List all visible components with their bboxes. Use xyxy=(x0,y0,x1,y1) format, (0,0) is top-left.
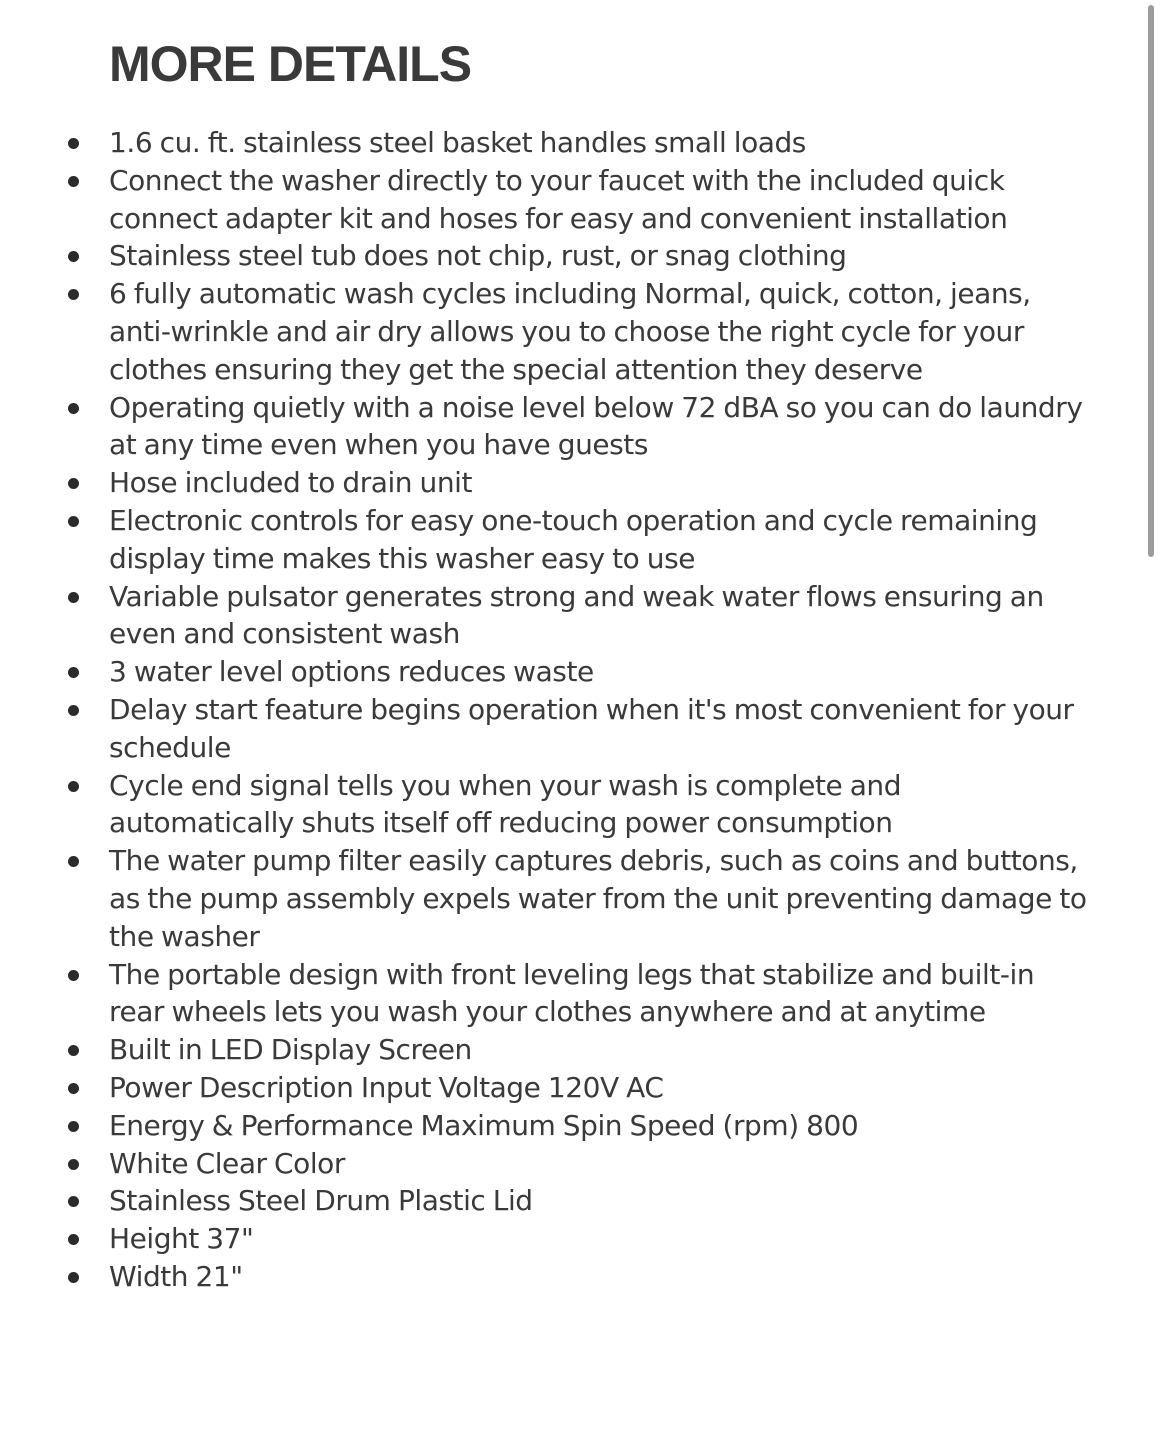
list-item-text: Stainless steel tub does not chip, rust, or snag clothing xyxy=(109,239,847,273)
list-item-text: Electronic controls for easy one-touch operation and cycle remaining display time makes this washer easy to use xyxy=(109,503,1038,575)
list-item xyxy=(109,389,1089,465)
list-item xyxy=(109,1220,1089,1258)
list-item xyxy=(109,842,1089,955)
bullet-icon xyxy=(68,251,79,262)
list-item xyxy=(109,1069,1089,1107)
list-item-text: The water pump filter easily captures debris, such as coins and buttons, as the pump assembly expels water from the unit preventing damage to the washer xyxy=(109,844,1087,953)
bullet-icon xyxy=(68,667,79,678)
list-item xyxy=(109,1031,1089,1069)
bullet-icon xyxy=(68,1196,79,1207)
bullet-icon xyxy=(68,1121,79,1132)
bullet-icon xyxy=(68,1045,79,1056)
list-item xyxy=(109,653,1089,691)
bullet-icon xyxy=(68,1159,79,1170)
list-item-text: Height 37" xyxy=(109,1222,254,1256)
list-item-text: Operating quietly with a noise level below 72 dBA so you can do laundry at any time even when you have guests xyxy=(109,390,1083,462)
list-item xyxy=(109,578,1089,654)
list-item-text: Stainless Steel Drum Plastic Lid xyxy=(109,1184,533,1218)
list-item xyxy=(109,956,1089,1032)
bullet-icon xyxy=(68,1272,79,1283)
list-item-text: The portable design with front leveling legs that stabilize and built-in rear wheels lets you wash your clothes anywhere and at anytime xyxy=(109,957,1035,1029)
bullet-icon xyxy=(68,856,79,867)
section-title: MORE DETAILS xyxy=(109,36,472,92)
list-item xyxy=(109,1182,1089,1220)
list-item xyxy=(109,464,1089,502)
list-item xyxy=(109,1145,1089,1183)
list-item xyxy=(109,275,1089,388)
list-item xyxy=(109,1107,1089,1145)
scrollbar[interactable] xyxy=(1148,5,1154,557)
list-item xyxy=(109,124,1089,162)
list-item-text: Power Description Input Voltage 120V AC xyxy=(109,1070,664,1104)
list-item-text: Width 21" xyxy=(109,1259,243,1293)
bullet-icon xyxy=(68,403,79,414)
bullet-icon xyxy=(68,138,79,149)
list-item xyxy=(109,502,1089,578)
bullet-icon xyxy=(68,781,79,792)
details-list xyxy=(109,124,1089,1296)
list-item-text: 1.6 cu. ft. stainless steel basket handles small loads xyxy=(109,126,806,159)
list-item-text: 3 water level options reduces waste xyxy=(109,655,594,689)
bullet-icon xyxy=(68,592,79,603)
list-item-text: Hose included to drain unit xyxy=(109,466,472,500)
list-item-text: Cycle end signal tells you when your wash is complete and automatically shuts itself off reducing power consumption xyxy=(109,768,902,840)
list-item-text: Delay start feature begins operation when it's most convenient for your schedule xyxy=(109,692,1074,764)
bullet-icon xyxy=(68,516,79,527)
list-item-text: Connect the washer directly to your faucet with the included quick connect adapter kit and hoses for easy and convenient installation xyxy=(109,163,1008,235)
bullet-icon xyxy=(68,176,79,187)
bullet-icon xyxy=(68,478,79,489)
list-item-text: Energy & Performance Maximum Spin Speed (rpm) 800 xyxy=(109,1108,859,1142)
list-item xyxy=(109,237,1089,275)
list-item xyxy=(109,162,1089,238)
list-item xyxy=(109,767,1089,843)
bullet-icon xyxy=(68,970,79,981)
bullet-icon xyxy=(68,1234,79,1245)
list-item xyxy=(109,1258,1089,1296)
list-item xyxy=(109,691,1089,767)
list-item-text: White Clear Color xyxy=(109,1146,345,1180)
list-item-text: 6 fully automatic wash cycles including Normal, quick, cotton, jeans, anti-wrinkle and air dry allows you to choose the right cycle for your clothes ensuring they get the special attention they deserve xyxy=(109,277,1031,386)
bullet-icon xyxy=(68,289,79,300)
bullet-icon xyxy=(68,705,79,716)
list-item-text: Built in LED Display Screen xyxy=(109,1033,472,1067)
bullet-icon xyxy=(68,1083,79,1094)
list-item-text: Variable pulsator generates strong and weak water flows ensuring an even and consistent wash xyxy=(109,579,1044,651)
